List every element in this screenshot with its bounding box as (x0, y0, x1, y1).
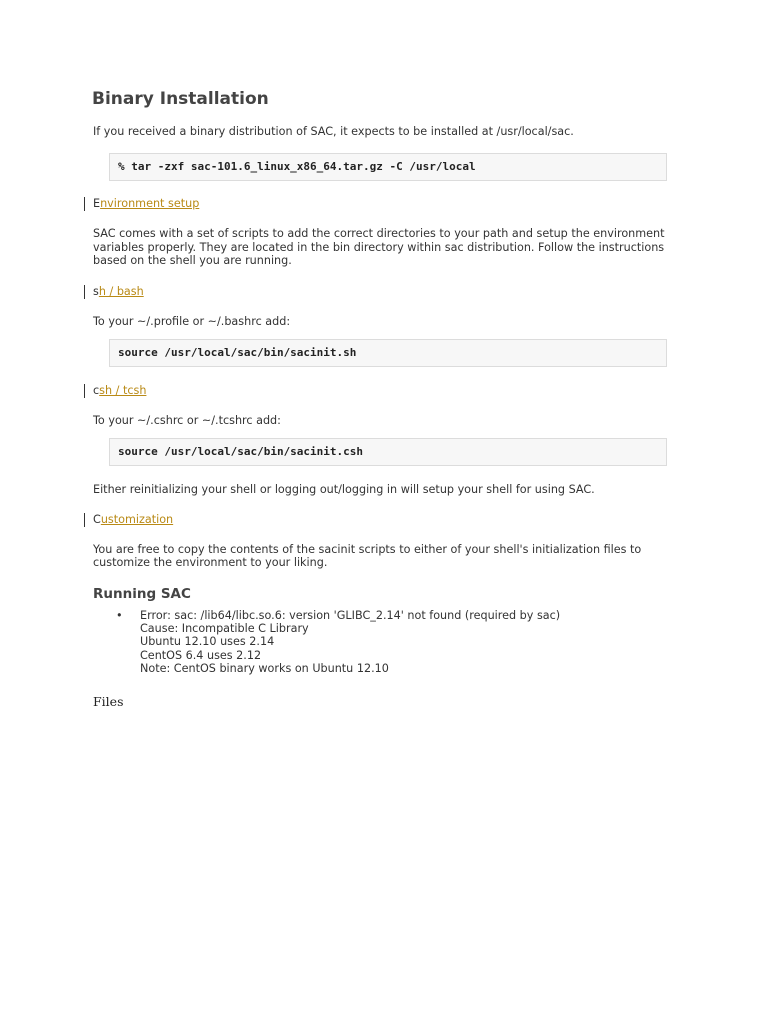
sh-bash-link[interactable]: h / bash (98, 284, 144, 298)
sh-bash-heading (93, 285, 677, 299)
centos-line: CentOS 6.4 uses 2.12 (140, 648, 262, 662)
bullet-dot: • (116, 608, 123, 622)
text-cursor-bar (84, 197, 85, 211)
customization-link[interactable]: ustomization (100, 512, 174, 526)
list-item (93, 609, 677, 676)
sacinit-sh-command-block: source /usr/local/sac/bin/sacinit.sh (109, 339, 667, 367)
binary-installation-intro: If you received a binary distribution of SAC, it expects to be installed at /usr/local/sac. (93, 125, 574, 138)
document-page (93, 86, 677, 711)
csh-tcsh-link[interactable]: sh / tcsh (99, 384, 147, 398)
csh-tcsh-text: To your ~/.cshrc or ~/.tcshrc add: (93, 414, 281, 428)
environment-setup-text: SAC comes with a set of scripts to add the correct directories to your path and setup the environment variables properly. They are located in the bin directory within sac distribution. Follow the instructions based on the shell you are running. (93, 227, 665, 268)
files-heading: Files (93, 693, 124, 709)
sh-bash-first-letter: s (93, 284, 99, 298)
note-line: Note: CentOS binary works on Ubuntu 12.10 (140, 662, 389, 676)
cause-line: Cause: Incompatible C Library (140, 622, 309, 636)
environment-setup-heading (93, 197, 677, 211)
ubuntu-line: Ubuntu 12.10 uses 2.14 (140, 635, 275, 649)
customization-text: You are free to copy the contents of the sacinit scripts to either of your shell's initialization files to customize the environment to your liking. (93, 542, 642, 570)
csh-tcsh-heading (93, 384, 677, 398)
binary-installation-heading: Binary Installation (92, 89, 269, 109)
sh-bash-text: To your ~/.profile or ~/.bashrc add: (93, 314, 291, 328)
running-sac-list (93, 609, 677, 676)
text-cursor-bar (84, 285, 85, 299)
environment-setup-link[interactable]: nvironment setup (100, 197, 200, 211)
customization-first-letter: C (93, 512, 101, 526)
environment-setup-first-letter: E (93, 197, 101, 211)
sacinit-csh-command-block: source /usr/local/sac/bin/sacinit.csh (109, 438, 667, 466)
tar-command-block: % tar -zxf sac-101.6_linux_x86_64.tar.gz -C /usr/local (109, 153, 667, 181)
error-line: Error: sac: /lib64/libc.so.6: version 'GLIBC_2.14' not found (required by sac) (140, 608, 561, 622)
text-cursor-bar (84, 513, 85, 527)
text-cursor-bar (84, 384, 85, 398)
customization-heading (93, 513, 677, 527)
csh-tcsh-first-letter: c (93, 384, 100, 398)
running-sac-heading: Running SAC (93, 585, 191, 602)
reinitialize-shell-text: Either reinitializing your shell or logging out/logging in will setup your shell for using SAC. (93, 483, 595, 497)
